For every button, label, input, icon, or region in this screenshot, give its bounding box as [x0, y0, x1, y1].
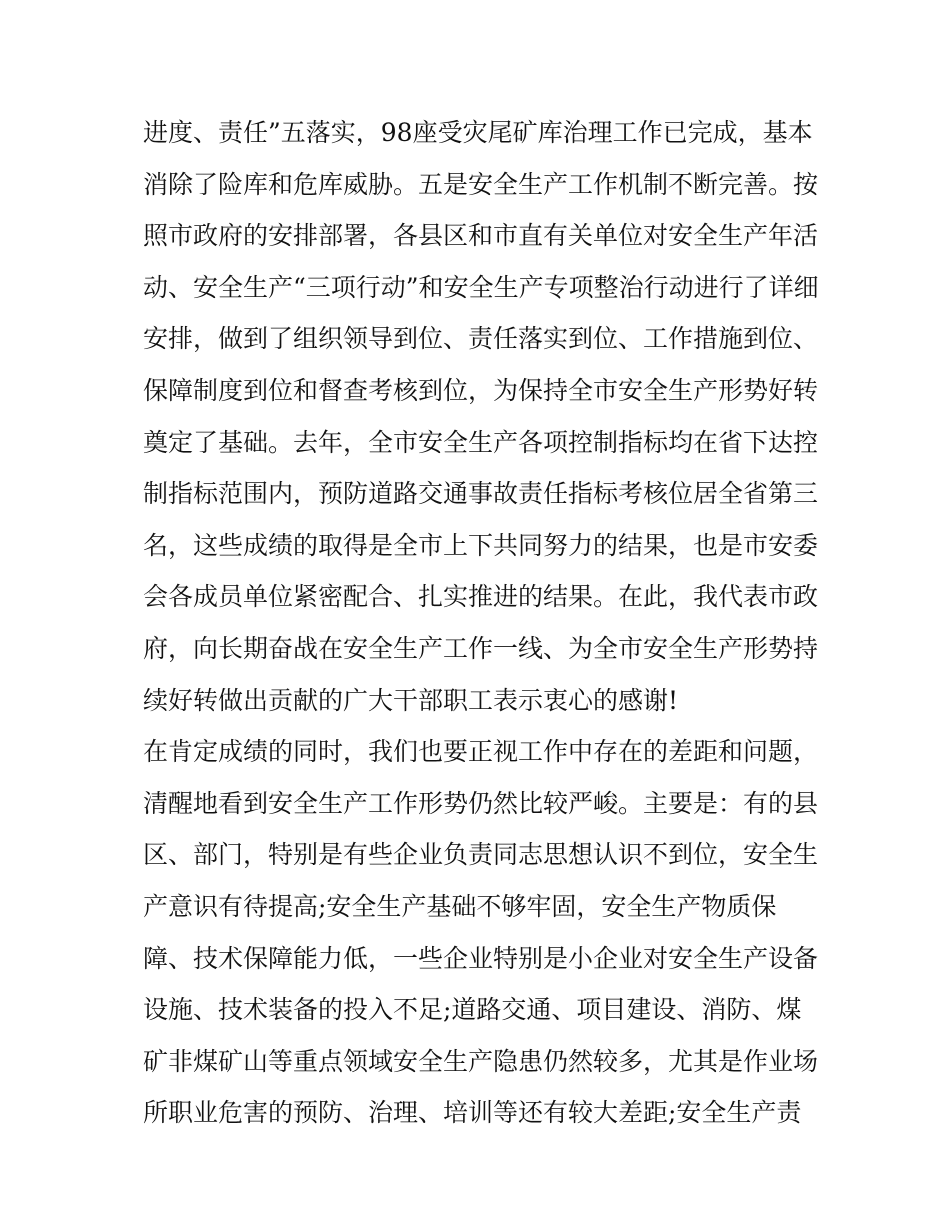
text-line-12: 续好转做出贡献的广大干部职工表示衷心的感谢! — [143, 685, 679, 715]
text-line-2: 消除了险库和危库威胁。五是安全生产工作机制不断完善。按 — [143, 169, 819, 199]
text-line-13: 在肯定成绩的同时，我们也要正视工作中存在的差距和问题， — [143, 737, 819, 767]
text-line-19: 矿非煤矿山等重点领域安全生产隐患仍然较多，尤其是作业场 — [143, 1046, 819, 1076]
text-line-9: 名，这些成绩的取得是全市上下共同努力的结果，也是市安委 — [143, 530, 819, 560]
text-line-14: 清醒地看到安全生产工作形势仍然比较严峻。主要是：有的县 — [143, 788, 819, 818]
text-line-11: 府，向长期奋战在安全生产工作一线、为全市安全生产形势持 — [143, 633, 819, 663]
text-line-18: 设施、技术装备的投入不足;道路交通、项目建设、消防、煤 — [143, 995, 802, 1025]
text-line-1: 进度、责任”五落实，98座受灾尾矿库治理工作已完成，基本 — [143, 118, 813, 147]
body-text — [143, 107, 833, 1139]
text-line-15: 区、部门，特别是有些企业负责同志思想认识不到位，安全生 — [143, 840, 819, 870]
text-line-17: 障、技术保障能力低，一些企业特别是小企业对安全生产设备 — [143, 943, 819, 973]
text-line-8: 制指标范围内，预防道路交通事故责任指标考核位居全省第三 — [143, 479, 819, 509]
text-line-7: 奠定了基础。去年，全市安全生产各项控制指标均在省下达控 — [143, 427, 819, 457]
text-line-16: 产意识有待提高;安全生产基础不够牢固，安全生产物质保 — [143, 891, 777, 921]
text-line-20: 所职业危害的预防、治理、培训等还有较大差距;安全生产责 — [143, 1098, 802, 1128]
text-line-5: 安排，做到了组织领导到位、责任落实到位、工作措施到位、 — [143, 324, 819, 354]
text-line-10: 会各成员单位紧密配合、扎实推进的结果。在此，我代表市政 — [143, 582, 819, 612]
text-line-3: 照市政府的安排部署，各县区和市直有关单位对安全生产年活 — [143, 221, 819, 251]
text-line-6: 保障制度到位和督查考核到位，为保持全市安全生产形势好转 — [143, 375, 819, 405]
text-line-4: 动、安全生产“三项行动”和安全生产专项整治行动进行了详细 — [143, 272, 819, 302]
